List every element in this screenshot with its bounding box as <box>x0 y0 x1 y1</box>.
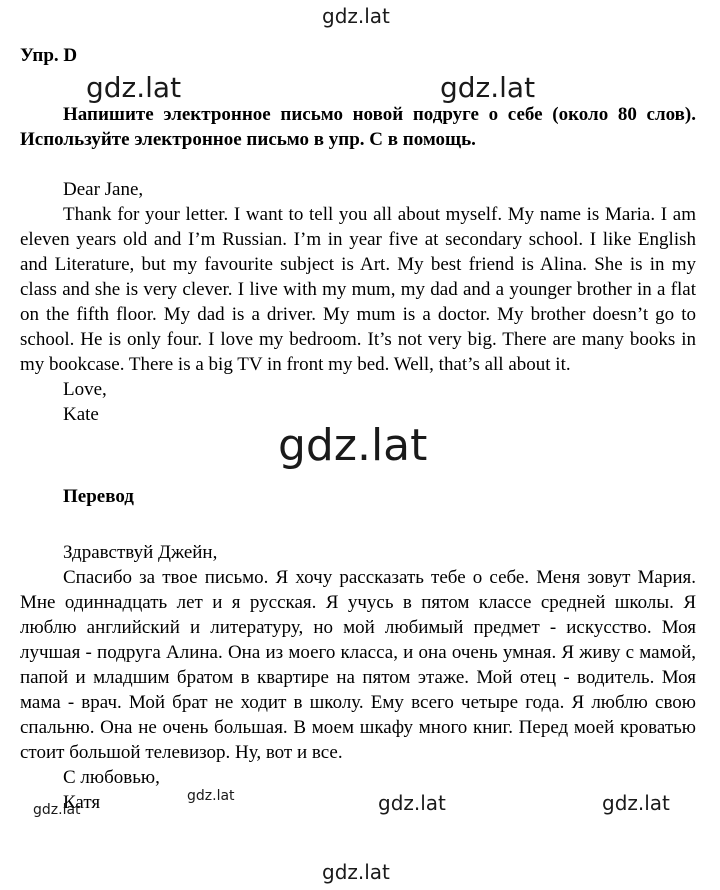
task-paragraph: Напишите электронное письмо новой подруге о себе (около 80 слов). Используйте электронное письмо в упр. С в помощь. <box>20 104 696 150</box>
translation-greeting: Здравствуй Джейн, <box>63 542 218 563</box>
translation-closing: С любовью, <box>63 767 160 788</box>
watermark-top: gdz.lat <box>322 4 390 28</box>
letter-greeting: Dear Jane, <box>63 179 144 200</box>
task-text <box>20 102 696 152</box>
watermark-bottom-mid: gdz.lat <box>378 791 446 815</box>
letter-english <box>20 177 696 427</box>
translation-signature: Катя <box>63 792 101 813</box>
translation-title: Перевод <box>63 486 134 507</box>
translation-body: Спасибо за твое письмо. Я хочу рассказать тебе о себе. Меня зовут Мария. Мне одиннадцать лет и я русская. Я учусь в пятом классе средней школы. Я люблю английский и литературу, но мой любимый предмет - искусство. Моя лучшая - подруга Алина. Она из моего класса, и она очень умная. Я живу с мамой, папой и младшим братом в квартире на пятом этаже. Мой отец - водитель. Моя мама - врач. Мой брат не ходит в школу. Ему всего четыре года. Я люблю свою спальню. Она не очень большая. В моем шкафу много книг. Перед моей кроватью стоит большой телевизор. Ну, вот и все. <box>20 567 696 763</box>
watermark-bottom-small-left: gdz.lat <box>33 802 81 818</box>
watermark-middle: gdz.lat <box>278 420 428 471</box>
watermark-bottom-small-center: gdz.lat <box>187 788 235 804</box>
watermark-row2-right: gdz.lat <box>440 71 536 104</box>
watermark-row2-left: gdz.lat <box>86 71 182 104</box>
exercise-label: Упр. D <box>20 45 78 66</box>
watermark-footer: gdz.lat <box>322 860 390 884</box>
letter-translation <box>20 540 696 818</box>
letter-signature: Kate <box>63 404 99 425</box>
letter-body: Thank for your letter. I want to tell you all about myself. My name is Maria. I am eleven years old and I’m Russian. I’m in year five at secondary school. I like English and Literature, but my favourite subject is Art. My best friend is Alina. She is in my class and she is very clever. I live with my mum, my dad and a younger brother in a flat on the fifth floor. My dad is a driver. My mum is a doctor. My brother doesn’t go to school. He is only four. I love my bedroom. It’s not very big. There are many books in my bookcase. There is a big TV in front my bed. Well, that’s all about it. <box>20 204 696 375</box>
watermark-bottom-right: gdz.lat <box>602 791 670 815</box>
letter-closing: Love, <box>63 379 107 400</box>
